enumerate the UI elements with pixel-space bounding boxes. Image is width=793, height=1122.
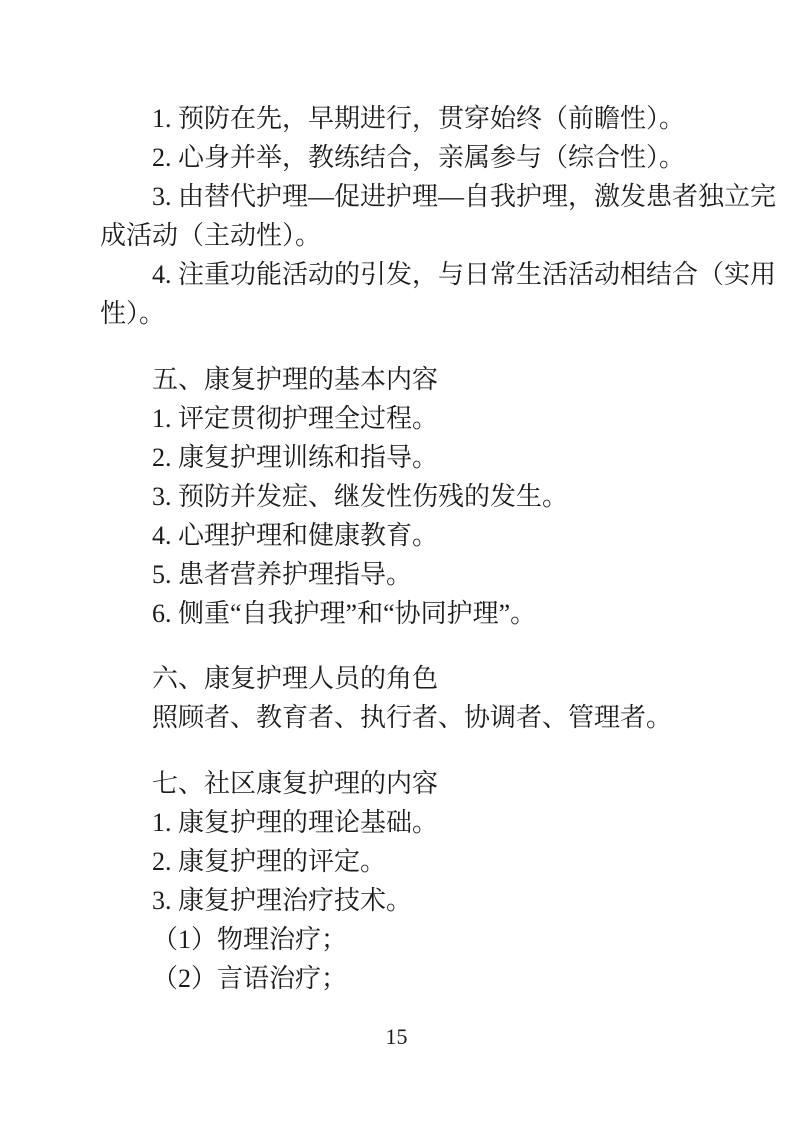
text-line: 2. 康复护理训练和指导。 [152, 442, 439, 472]
text-line: 五、康复护理的基本内容 [152, 364, 439, 394]
text-line: （1）物理治疗； [152, 924, 348, 954]
paragraph [100, 99, 764, 138]
text-line: 2. 康复护理的评定。 [152, 846, 387, 876]
paragraph [100, 698, 764, 737]
text-line: （2）言语治疗； [152, 963, 348, 993]
text-line: 六、康复护理人员的角色 [152, 664, 439, 693]
paragraph [100, 438, 764, 477]
text-line: 1. 预防在先，早期进行，贯穿始终（前瞻性）。 [152, 104, 686, 133]
page-number: 15 [385, 1024, 408, 1049]
text-line: 1. 康复护理的理论基础。 [152, 807, 439, 837]
text-line: 3. 预防并发症、继发性伤残的发生。 [152, 481, 569, 511]
text-line: 照顾者、教育者、执行者、协调者、管理者。 [152, 703, 673, 732]
text-line: 性）。 [100, 299, 166, 328]
text-line: 2. 心身并举，教练结合，亲属参与（综合性）。 [152, 143, 686, 172]
paragraph [100, 138, 764, 177]
document-content [100, 99, 777, 998]
section-heading [100, 659, 764, 698]
paragraph [100, 477, 764, 516]
section-heading [100, 764, 764, 803]
paragraph [100, 255, 777, 333]
section-spacer [100, 633, 764, 660]
text-line: 5. 患者营养护理指导。 [152, 559, 413, 589]
paragraph [100, 594, 764, 633]
text-line: 3. 康复护理治疗技术。 [152, 885, 413, 915]
section-spacer [100, 737, 764, 764]
paragraph [100, 555, 764, 594]
text-line: 成活动（主动性）。 [100, 221, 322, 250]
paragraph [100, 881, 764, 920]
text-line: 4. 注重功能活动的引发，与日常生活活动相结合（实用 [152, 260, 777, 289]
text-line: 1. 评定贯彻护理全过程。 [152, 403, 439, 433]
section-heading [100, 360, 764, 399]
text-line: 4. 心理护理和健康教育。 [152, 520, 439, 550]
paragraph [100, 177, 777, 255]
section-spacer [100, 333, 764, 360]
paragraph [100, 842, 764, 881]
text-line: 6. 侧重“自我护理”和“协同护理”。 [152, 598, 537, 628]
paragraph [100, 516, 764, 555]
paragraph [100, 803, 764, 842]
paragraph [100, 399, 764, 438]
text-line: 七、社区康复护理的内容 [152, 768, 439, 798]
paragraph [100, 959, 764, 998]
paragraph [100, 920, 764, 959]
text-line: 3. 由替代护理—促进护理—自我护理，激发患者独立完 [152, 182, 777, 211]
